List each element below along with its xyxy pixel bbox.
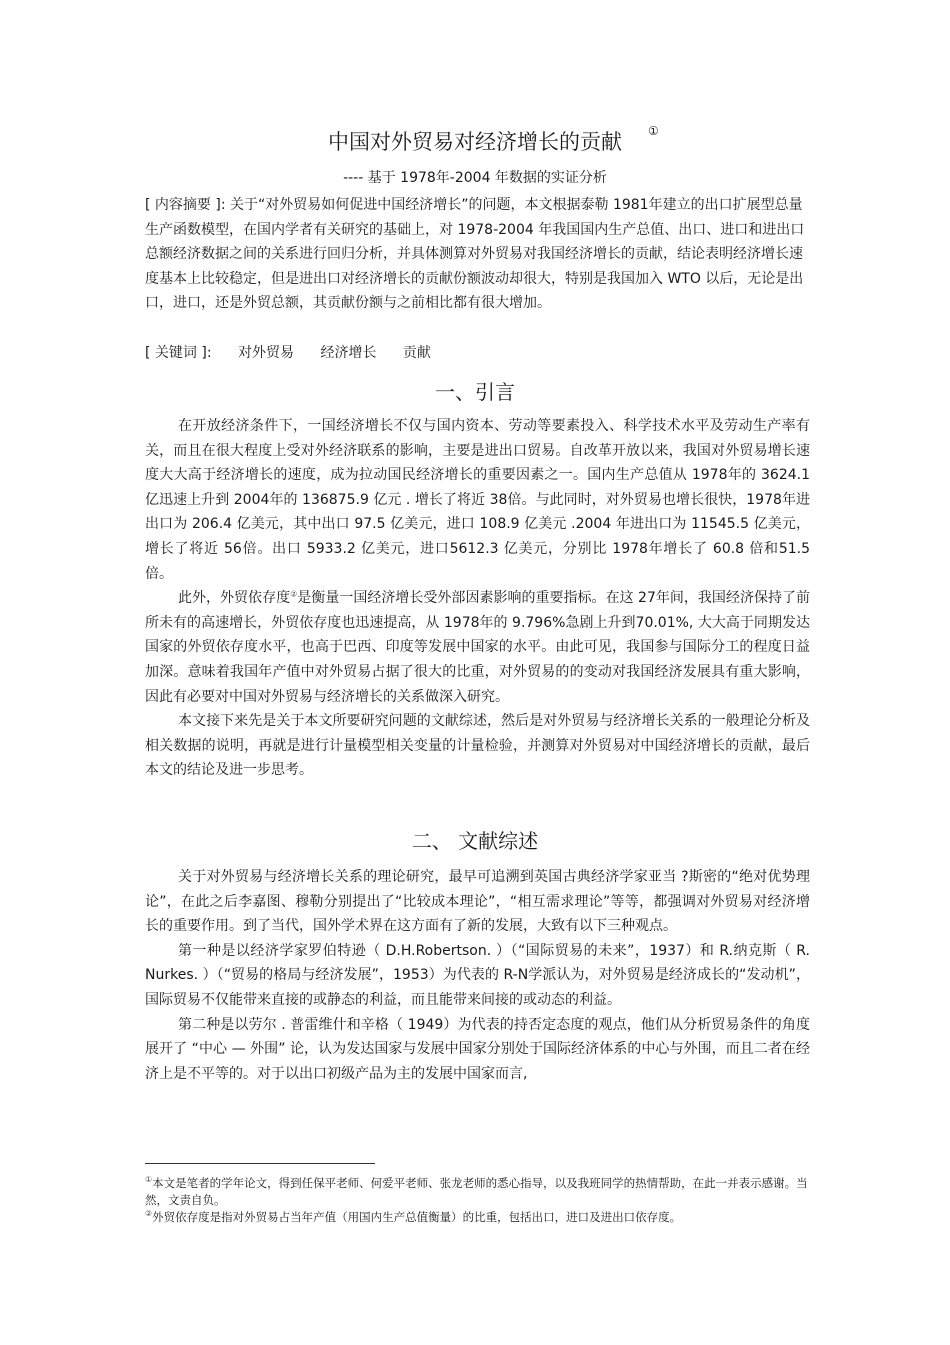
footnotes [145, 1175, 815, 1226]
footnote-1: ①本文是笔者的学年论文，得到任保平老师、何爱平老师、张龙老师的悉心指导，以及我班同学的热情帮助，在此一并表示感谢。当然，文责自负。 [145, 1175, 808, 1207]
section-literature-body [145, 865, 810, 1086]
footnote-mark: ① [145, 1175, 153, 1185]
paragraph: 本文接下来先是关于本文所要研究问题的文献综述，然后是对外贸易与经济增长关系的一般理论分析及相关数据的说明，再就是进行计量模型相关变量的计量检验，并测算对外贸易对中国经济增长的贡献，最后本文的结论及进一步思考。 [145, 713, 810, 779]
abstract [145, 193, 810, 316]
section-heading-introduction: 一、引言 [435, 380, 515, 404]
paper-title: 中国对外贸易对经济增长的贡献 [328, 130, 622, 154]
title-footnote-mark: ① [648, 124, 659, 138]
footnote-mark: ② [290, 589, 298, 599]
paragraph: 关于对外贸易与经济增长关系的理论研究，最早可追溯到英国古典经济学家亚当 ?斯密的“绝对优势理论”，在此之后李嘉图、穆勒分别提出了“比较成本理论”，“相互需求理论”等等，都强调对外贸易对经济增长的重要作用。到了当代，国外学术界在这方面有了新的发展，大致有以下三种观点。 [145, 869, 810, 935]
keyword-item: 贡献 [402, 345, 431, 361]
footnote-divider [145, 1163, 375, 1164]
keywords-label: [ 关键词 ]: [145, 345, 212, 361]
abstract-label: [ 内容摘要 ]: [145, 197, 226, 213]
footnote-mark: ② [145, 1209, 153, 1219]
footnote-2: ②外贸依存度是指对外贸易占当年产值（用国内生产总值衡量）的比重，包括出口，进口及进出口依存度。 [145, 1209, 682, 1224]
keyword-item: 对外贸易 [238, 345, 294, 361]
paragraph: 在开放经济条件下，一国经济增长不仅与国内资本、劳动等要素投入、科学技术水平及劳动生产率有关，而且在很大程度上受对外经济联系的影响，主要是进出口贸易。自改革开放以来，我国对外贸易增长速度大大高于经济增长的速度，成为拉动国民经济增长的重要因素之一。国内生产总值从 1978年的 3624.1 亿迅速上升到 2004年的 136875.9 亿元 . 增长了将近 38倍。与此同时，对外贸易也增长很快，1978年进出口为 206.4 亿美元，其中出口 97.5 亿美元，进口 108.9 亿美元 .2004 年进出口为 11545.5 亿美元，增长了将近 56倍。出口 5933.2 亿美元，进口5612.3 亿美元，分别比 1978年增长了 60.8 倍和51.5 倍。 [145, 418, 810, 582]
section-heading-literature-review: 二、 文献综述 [411, 829, 539, 853]
section-introduction-body [145, 414, 810, 783]
paragraph: 此外，外贸依存度②是衡量一国经济增长受外部因素影响的重要指标。在这 27年间，我国经济保持了前所未有的高速增长，外贸依存度也迅速提高，从 1978年的 9.796%急剧上升到70.01%, 大大高于同期发达国家的外贸依存度水平，也高于巴西、印度等发展中国家的水平。由此可见，我国参与国际分工的程度日益加深。意味着我国年产值中对外贸易占据了很大的比重，对外贸易的的变动对我国经济发展具有重大影响，因此有必要对中国对外贸易与经济增长的关系做深入研究。 [145, 589, 811, 705]
keywords [145, 342, 810, 364]
paragraph: 第一种是以经济学家罗伯特逊（ D.H.Robertson. ）（“国际贸易的未来”，1937）和 R.纳克斯（ R. Nurkes. ）（“贸易的格局与经济发展”，1953）为代表的 R-N学派认为，对外贸易是经济成长的“发动机”，国际贸易不仅能带来直接的或静态的利益，而且能带来间接的或动态的利益。 [145, 942, 810, 1008]
keyword-item: 经济增长 [320, 345, 377, 361]
paper-subtitle: ---- 基于 1978年-2004 年数据的实证分析 [343, 170, 607, 186]
paragraph: 第二种是以劳尔 . 普雷维什和辛格（ 1949）为代表的持否定态度的观点，他们从分析贸易条件的角度展开了 “中心 — 外围” 论，认为发达国家与发展中国家分别处于国际经济体系的中心与外围，而且二者在经济上是不平等的。对于以出口初级产品为主的发展中国家而言, [145, 1016, 810, 1082]
abstract-text: 关于“对外贸易如何促进中国经济增长”的问题，本文根据泰勒 1981年建立的出口扩展型总量生产函数模型，在国内学者有关研究的基础上，对 1978-2004 年我国国内生产总值、出口、进口和进出口总额经济数据之间的关系进行回归分析，并具体测算对外贸易对我国经济增长的贡献，结论表明经济增长速度基本上比较稳定，但是进出口对经济增长的贡献份额波动却很大，特别是我国加入 WTO 以后，无论是出口，进口，还是外贸总额，其贡献份额与之前相比都有很大增加。 [145, 197, 805, 312]
